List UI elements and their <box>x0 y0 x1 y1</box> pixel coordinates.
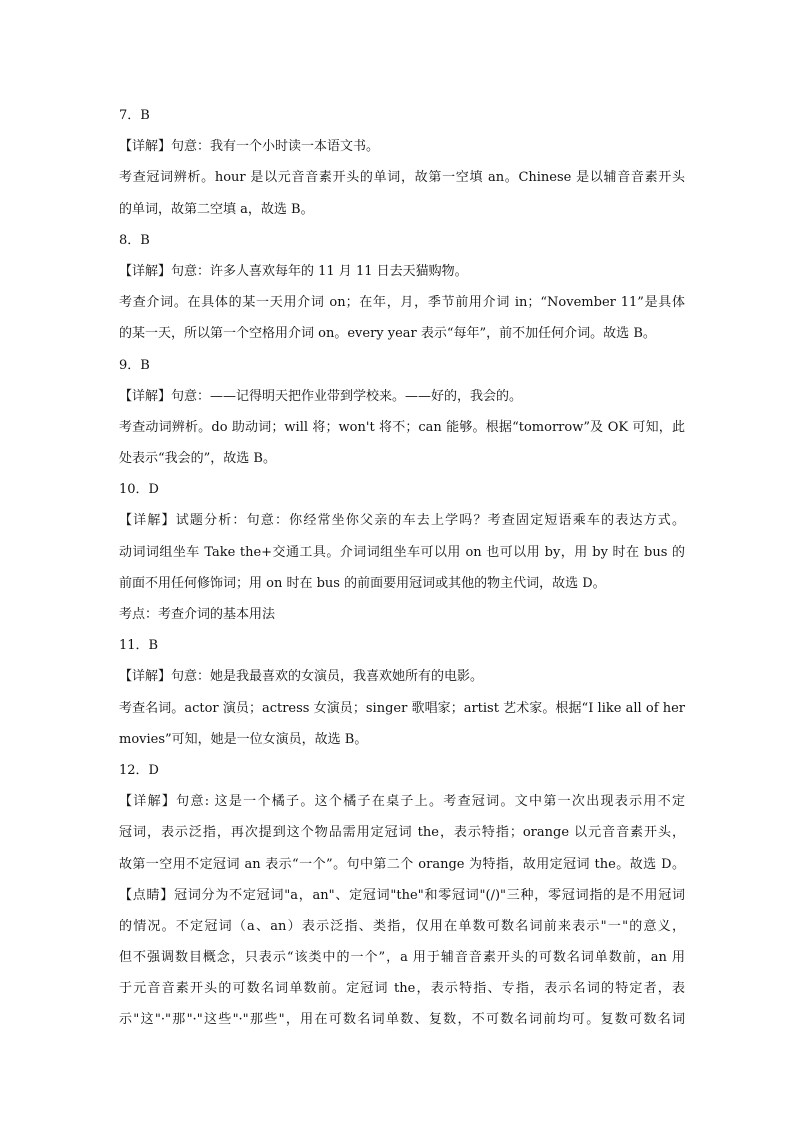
answer-number: 12．D <box>119 762 159 778</box>
detail-line: 【详解】试题分析：句意：你经常坐你父亲的车去上学吗？考查固定短语乘车的表达方式。 <box>119 513 685 529</box>
explanation-line: 处表示“我会的”，故选 B。 <box>119 451 276 467</box>
explanation-line: 考查名词。actor 演员；actress 女演员；singer 歌唱家；artist 艺术家。根据“I like all of her <box>119 700 685 716</box>
explanation-line: 考查介词。在具体的某一天用介词 on；在年，月，季节前用介词 in；“November 11”是具体 <box>119 295 685 311</box>
explanation-line: 动词词组坐车 Take the+交通工具。介词词组坐车可以用 on 也可以用 by，用 by 时在 bus 的 <box>119 544 685 560</box>
tip-line: 示"这"·"那"·"这些"·"那些"，用在可数名词单数、复数，不可数名词前均可。复数可数名词 <box>119 1012 685 1028</box>
answer-number: 7．B <box>119 108 150 123</box>
answer-number: 10．D <box>119 482 159 498</box>
explanation-line: 的单词，故第二空填 a，故选 B。 <box>119 201 314 217</box>
tip-line: 的情况。不定冠词（a、an）表示泛指、类指，仅用在单数可数名词前来表示"一"的意义， <box>119 918 685 934</box>
key-point-line: 考点：考查介词的基本用法 <box>119 607 276 622</box>
explanation-line: 的某一天，所以第一个空格用介词 on。every year 表示“每年”，前不加任何介词。故选 B。 <box>119 326 656 342</box>
explanation-line: 前面不用任何修饰词；用 on 时在 bus 的前面要用冠词或其他的物主代词，故选 D。 <box>119 575 606 591</box>
detail-line: 【详解】句意: 这是一个橘子。这个橘子在桌子上。考查冠词。文中第一次出现表示用不定 <box>119 794 685 810</box>
detail-line: 【详解】句意：我有一个小时读一本语文书。 <box>119 139 380 155</box>
detail-line: 【详解】句意：许多人喜欢每年的 11 月 11 日去天猫购物。 <box>119 263 468 279</box>
explanation-line: 考查动词辨析。do 助动词；will 将；won't 将不；can 能够。根据“tomorrow”及 OK 可知，此 <box>119 419 685 435</box>
answer-explanations <box>119 100 685 1036</box>
detail-line: 【详解】句意：——记得明天把作业带到学校来。——好的，我会的。 <box>119 388 523 404</box>
explanation-line: movies”可知，她是一位女演员，故选 B。 <box>119 731 368 747</box>
explanation-line: 冠词，表示泛指，再次提到这个物品需用定冠词 the，表示特指；orange 以元音音素开头， <box>119 825 685 841</box>
tip-line: 但不强调数目概念，只表示“该类中的一个”，a 用于辅音音素开头的可数名词单数前，an 用 <box>119 950 685 966</box>
answer-number: 8．B <box>119 232 150 248</box>
answer-number: 11．B <box>119 638 159 654</box>
tip-line: 于元音音素开头的可数名词单数前。定冠词 the，表示特指、专指，表示名词的特定者，表 <box>119 981 685 997</box>
explanation-line: 故第一空用不定冠词 an 表示“一个”。句中第二个 orange 为特指，故用定冠词 the。故选 D。 <box>119 856 685 872</box>
answer-number: 9．B <box>119 357 150 373</box>
detail-line: 【详解】句意：她是我最喜欢的女演员，我喜欢她所有的电影。 <box>119 669 484 685</box>
explanation-line: 考查冠词辨析。hour 是以元音音素开头的单词，故第一空填 an。Chinese 是以辅音音素开头 <box>119 170 685 186</box>
tip-line: 【点睛】冠词分为不定冠词"a，an"、定冠词"the"和零冠词"(/)"三种，零冠词指的是不用冠词 <box>119 887 685 903</box>
